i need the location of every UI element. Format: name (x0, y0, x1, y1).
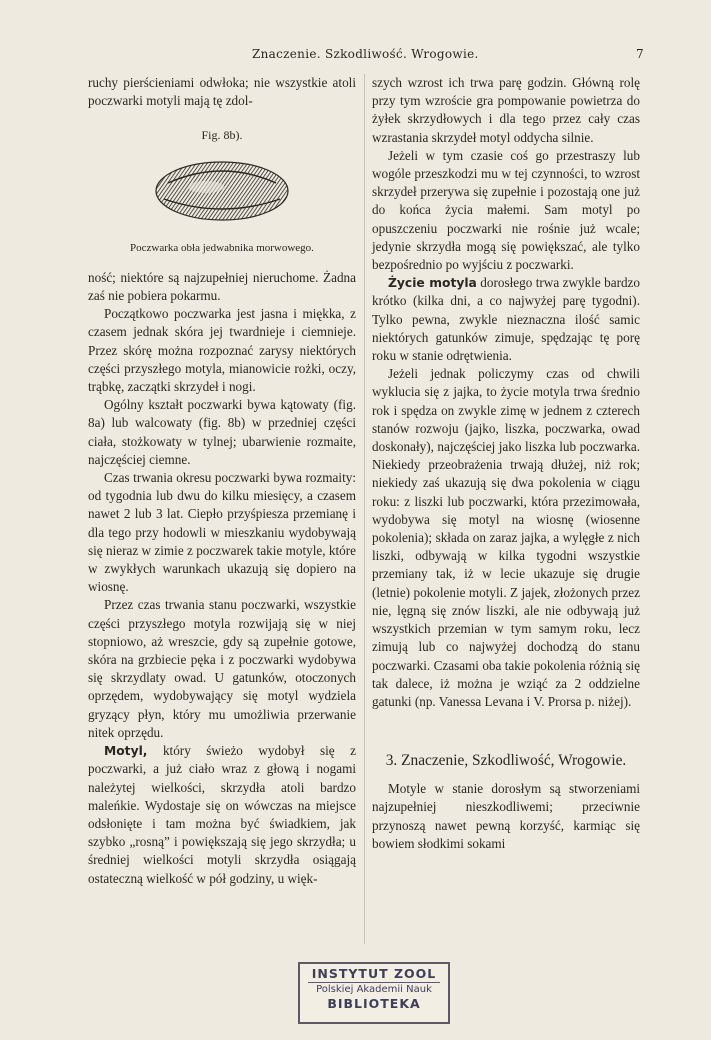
figure-caption: Poczwarka obła jedwabnika morwowego. (130, 241, 314, 254)
paragraph: Jeżeli w tym czasie coś go przestraszy lub wogóle przeszkodzi mu w tej czynności, to wzrost skrzydeł przerywa się zupełnie i pozostają one już do końca życia małemi. Sam motyl po opuszczeniu poczwarki nie rośnie już wcale; jedynie skrzydła mogą się powiększać, ale tylko bezpośrednio po wyjściu z poczwarki. (372, 147, 640, 273)
paragraph: ruchy pierścieniami odwłoka; nie wszystkie atoli poczwarki motyli mają tę zdol- (88, 75, 356, 109)
running-title: Znaczenie. Szkodliwość. Wrogowie. (252, 47, 479, 61)
run-in-heading: Życie motyla (388, 276, 477, 291)
paragraph (88, 742, 356, 888)
pupa-illustration (148, 153, 296, 225)
paragraph: Czas trwania okresu poczwarki bywa rozmaity: od tygodnia lub dwu do kilku miesięcy, a czasem nawet 2 lub 3 lat. Ciepło przyśpiesza przemianę i dla tego przy hodowli w mieszkaniu wydobywają się nieraz w zimie z poczwarek takie motyle, które w zwykłych warunkach ukazują się dopiero na wiosnę. (88, 470, 356, 595)
library-stamp (298, 962, 450, 1024)
paragraph: Przez czas trwania stanu poczwarki, wszystkie części przyszłego motyla rozwijają się w niej stopniowo, aż wreszcie, gdy są zupełnie gotowe, skóra na grzbiecie pęka i z poczwarki wydobywa się skrzydlaty owad. U gatunków, otoczonych oprzędem, wydobywający się motyl wydziela gryzący płyn, który mu umożliwia przerwanie nitek oprzędu. (88, 597, 356, 740)
column-divider (364, 74, 365, 944)
paragraph-text: który świeżo wydobył się z poczwarki, a już ciało wraz z głową i nogami należytej wielkości, skrzydła atoli bardzo maleńkie. Wydostaje się on wówczas na miejsce odsłonięte i tam można być świadkiem, jak szybko „rosną” i powiększają się jego skrzydła; u średniej wielkości motyli skrzydła osiągają ostateczną wielkość w pół godziny, u więk- (88, 743, 356, 886)
page-header (0, 47, 711, 67)
figure-label: Fig. 8b). (201, 128, 243, 143)
paragraph: Ogólny kształt poczwarki bywa kątowaty (fig. 8a) lub walcowaty (fig. 8b) w przedniej części ciała, stożkowaty w tylnej; ubarwienie rozmaite, najczęściej ciemne. (88, 397, 356, 467)
run-in-heading: Motyl, (104, 744, 148, 759)
page-number: 7 (636, 47, 644, 61)
paragraph: ność; niektóre są najzupełniej nieruchome. Żadna zaś nie pobiera pokarmu. (88, 269, 356, 304)
paragraph (372, 274, 640, 365)
paragraph: Początkowo poczwarka jest jasna i miękka, z czasem jednak skóra jej twardnieje i ciemnieje. Przez skórę można rozpoznać zarysy niektórych części przyszłego motyla, mianowicie rożki, oczy, trąbkę, zaczątki skrzydeł i nogi. (88, 306, 356, 395)
paragraph: Jeżeli jednak policzymy czas od chwili wyklucia się z jajka, to życie motyla trwa średnio rok i spędza on zwykle zimę w jednem z czterech stanów rozwoju (jajko, liszka, poczwarka, owad doskonały), najczęściej jako liszka lub poczwarka. Niekiedy przeobrażenia trwają dłużej, niż rok; niekiedy zaś ukazują się dwa pokolenia w ciągu roku: z liszki lub poczwarki, która przezimowała, wydobywa się motyl na wiosnę (wiosenne pokolenia); składa on zaraz jajka, a wylęgłe z nich liszki, odbywają w kilka tygodni wszystkie przemiany tak, iż w lecie ukazuje się drugie (letnie) pokolenie motyli. Z jajek, złożonych przez nie, lęgną się znów liszki, ale nie odbywają już wszystkich przemian w tym samym roku, lecz zimują lub co najwyżej dochodzą do stanu poczwarki. Czasami oba takie pokolenia różnią się tak dalece, iż można je wziąć za 2 oddzielne gatunki (np. Vanessa Levana i V. Prorsa p. niżej). (372, 366, 640, 709)
stamp-line: Polskiej Akademii Nauk (316, 984, 432, 995)
paragraph-text: dorosłego trwa zwykle bardzo krótko (kilka dni, a co najwyżej parę tygodni). Tylko pewna, zwykle nieznaczna ilość samic niektórych gatunków zimuje, spędzając tę porę roku w stanie odrętwienia. (372, 275, 641, 364)
section-title: 3. Znaczenie, Szkodliwość, Wrogowie. (385, 752, 627, 770)
stamp-line: BIBLIOTEKA (327, 996, 421, 1011)
right-column (372, 74, 640, 853)
left-column (88, 74, 356, 888)
paragraph: szych wzrost ich trwa parę godzin. Główną rolę przy tym wzroście gra pompowanie powietrza do żyłek skrzydłowych i dla tego przez cały czas wzrastania skrzydeł motyl oddycha silnie. (372, 75, 640, 145)
stamp-line: INSTYTUT ZOOL (311, 966, 437, 981)
paragraph: Motyle w stanie dorosłym są stworzeniami najzupełniej nieszkodliwemi; przeciwnie przynoszą nawet pewną korzyść, karmiąc się bowiem słodkimi sokami (372, 781, 640, 851)
